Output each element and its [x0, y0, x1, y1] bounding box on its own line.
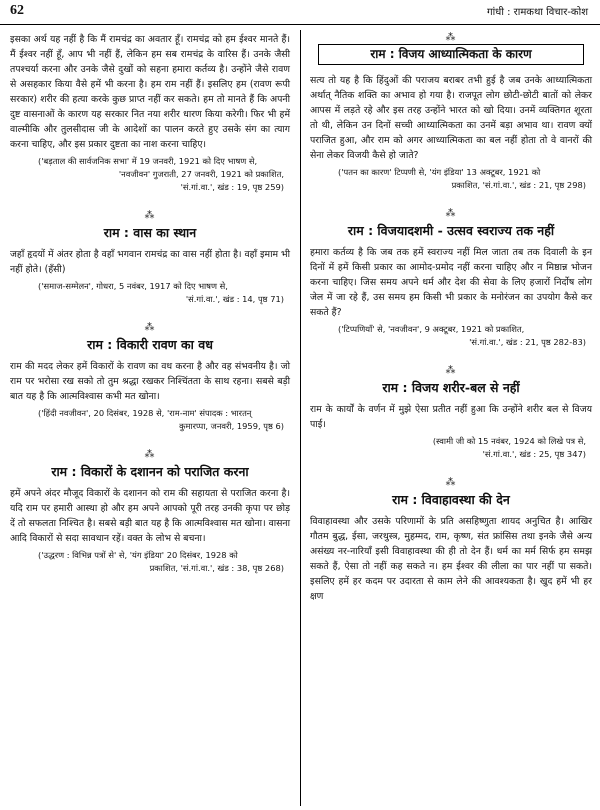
running-title: गांधी : रामकथा विचार-कोश	[486, 7, 588, 18]
section-text: जहाँ हृदयों में अंतर होता है वहाँ भगवान रामचंद्र का वास नहीं होता है। वहाँ इमाम भी नहीं होते। (हँसी)	[10, 249, 290, 275]
section-heading-boxed: राम : विजय आध्यात्मिकता के कारण	[318, 44, 584, 65]
citation-line: 'सं.गां.वा.', खंड : 21, पृष्ठ 282-83)	[469, 337, 586, 347]
section-citation	[10, 549, 290, 575]
citation-line: ('हिंदी नवजीवन', 20 दिसंबर, 1928 से, 'राम-नाम' संपादक : भारतन्	[38, 408, 252, 418]
section-citation	[10, 280, 290, 306]
citation-line: 'नवजीवन' गुजराती, 27 जनवरी, 1921 को प्रकाशित,	[118, 169, 284, 179]
section-heading: राम : विकारी रावण का वध	[87, 337, 213, 352]
citation-line: 'सं.गां.वा.', खंड : 14, पृष्ठ 71)	[185, 294, 284, 304]
citation-line: 'सं.गां.वा.', खंड : 19, पृष्ठ 259)	[180, 182, 284, 192]
section-heading: राम : विवाहावस्था की देन	[392, 492, 510, 507]
citation-line: ('बड़ताल की सार्वजनिक सभा' में 19 जनवरी, 1921 को दिए भाषण से,	[38, 156, 258, 166]
citation-line: ('उद्धरण : विभिन्न पत्रों से' से, 'यंग इंडिया' 20 दिसंबर, 1928 को	[38, 550, 238, 560]
section-heading: राम : विजयादशमी - उत्सव स्वराज्य तक नहीं	[347, 223, 555, 238]
section-text: विवाहावस्था और उसके परिणामों के प्रति असहिष्णुता शायद अनुचित है। आखिर गौतम बुद्ध, ईसा, जरथुस्त्र, मुहम्मद, राम, कृष्ण, संत फ्रांसिस तथा इनके जैसे अन्य असंख्य नर-नारियाँ इसी विवाहावस्था की ही तो देन हैं। धर्म का मर्म सिर्फ हम समझ सकते हैं, ऐसा तो नहीं कह सकते न। हम ईश्वर की लीला का पार नहीं पा सकते। इसलिए हमें हर कदम पर उदारता से काम लेने की आवश्यकता है। खुद हमें भी हर क्षण	[310, 516, 592, 602]
citation-line: ('पतन का कारण' टिप्पणी से, 'यंग इंडिया' 13 अक्टूबर, 1921 को	[338, 167, 541, 177]
section-citation	[10, 407, 290, 433]
section-heading: राम : विजय शरीर-बल से नहीं	[382, 380, 520, 395]
left-column	[10, 32, 290, 575]
right-column	[310, 32, 592, 604]
citation-line: 'सं.गां.वा.', खंड : 25, पृष्ठ 347)	[482, 449, 586, 459]
intro-citation	[10, 155, 290, 194]
citation-line: ('टिप्पणियाँ' से, 'नवजीवन', 9 अक्टूबर, 1921 को प्रकाशित,	[338, 324, 525, 334]
ornament-icon: ⁂	[144, 322, 156, 333]
ornament-icon: ⁂	[445, 365, 457, 376]
section-text: राम की मदद लेकर हमें विकारों के रावण का वध करना है और वह संभवनीय है। जो राम पर भरोसा रख सको तो तुम श्रद्धा रखकर निश्चिंतता के साथ रहना। सबसे बड़ी बात यह है कि आत्मविश्वास कभी मत खोना।	[10, 361, 290, 402]
ornament-icon: ⁂	[445, 477, 457, 488]
section-heading: राम : विकारों के दशानन को पराजित करना	[51, 464, 249, 479]
ornament-icon: ⁂	[445, 208, 457, 219]
section-citation	[310, 166, 592, 192]
ornament-icon: ⁂	[144, 210, 156, 221]
section-citation	[310, 435, 592, 461]
citation-line: ('समाज-सम्मेलन', गोधरा, 5 नवंबर, 1917 को दिए भाषण से,	[38, 281, 228, 291]
ornament-icon: ⁂	[144, 449, 156, 460]
citation-line: प्रकाशित, 'सं.गां.वा.', खंड : 38, पृष्ठ 268)	[149, 563, 284, 573]
column-divider	[300, 30, 301, 806]
section-text: हमें अपने अंदर मौजूद विकारों के दशानन को राम की सहायता से पराजित करना है। यदि राम पर हमारी आस्था हो और हम अपने आपको पूरी तरह उनकी कृपा पर छोड़ दें तो सफलता निश्चित है। सबसे बड़ी बात यह है कि आत्मविश्वास मत खोना। वासना आदि विकारों से सदा सावधान रहें। वक्त के लोभ से बचना।	[10, 488, 290, 544]
section-text: हमारा कर्तव्य है कि जब तक हमें स्वराज्य नहीं मिल जाता तब तक दिवाली के इन दिनों में हमें किसी प्रकार का आमोद-प्रमोद नहीं करना चाहिए और न मिष्ठान्न भोजन करना चाहिए। जिस समय अपने धर्म और देश की सेवा के लिए हजारों निर्दोष लोग जेल में जा रहे हैं, उस समय हम किसी भी प्रकार के मनोरंजन का उपयोग कैसे कर सकते हैं?	[310, 247, 592, 318]
citation-line: (स्वामी जी को 15 नवंबर, 1924 को लिखे पत्र से,	[432, 436, 586, 446]
section-citation	[310, 323, 592, 349]
section-heading: राम : वास का स्थान	[103, 225, 197, 240]
page-number: 62	[10, 3, 24, 18]
section-text: राम के कार्यों के वर्णन में मुझे ऐसा प्रतीत नहीं हुआ कि उन्होंने शरीर बल से विजय पाई।	[310, 404, 592, 430]
citation-line: कुमारप्पा, जनवरी, 1959, पृष्ठ 6)	[179, 421, 284, 431]
page-header	[0, 0, 600, 25]
intro-paragraph: इसका अर्थ यह नहीं है कि मैं रामचंद्र का अवतार हूँ। रामचंद्र को हम ईश्वर मानते हैं। मैं ईश्वर नहीं हूँ, आप भी नहीं हैं, लेकिन हम सब रामचंद्र के वारिस हैं। उनके जैसी तपश्चर्या करना और उनके जैसे दुखों को सहना हमारा कर्तव्य है। उन्होंने जैसे रावण से असहकार किया वैसे हमें भी करना है। हम राम नहीं हैं। इसलिए हम (रावण रूपी सरकार) शरीर की हत्या करके कुछ प्राप्त नहीं कर सकते। हम तो मानते हैं कि अपनी दुष्ट वासनाओं के कारण यह सरकार नित नया शरीर धारण किया करेगी। फिर भी हमें वाल्मीकि और तुलसीदास जी के आदेशों का पालन करते हुए उसके संग का त्याग करना चाहिए, और इस प्रकार दुष्टता का नाश करना चाहिए।	[10, 34, 290, 150]
citation-line: प्रकाशित, 'सं.गां.वा.', खंड : 21, पृष्ठ 298)	[451, 180, 586, 190]
ornament-icon: ⁂	[445, 32, 457, 43]
section-text: सत्य तो यह है कि हिंदुओं की पराजय बराबर तभी हुई है जब उनके आध्यात्मिकता अर्थात् नैतिक शक्ति का अभाव हो गया है। राजपूत लोग छोटी-छोटी बातों को लेकर आपस में लड़ते रहे और इस तरह उन्होंने भारत को खो दिया। उनमें व्यक्तिगत शूरता तो थी, लेकिन उन दिनों सच्ची आध्यात्मिकता का उनमें बड़ा अभाव था। रावण क्यों पराजित हुआ, और राम को अगर आध्यात्मिकता का बल नहीं होता तो वे वानरों की सेना लेकर विजयी कैसे हो जाते?	[310, 75, 592, 161]
